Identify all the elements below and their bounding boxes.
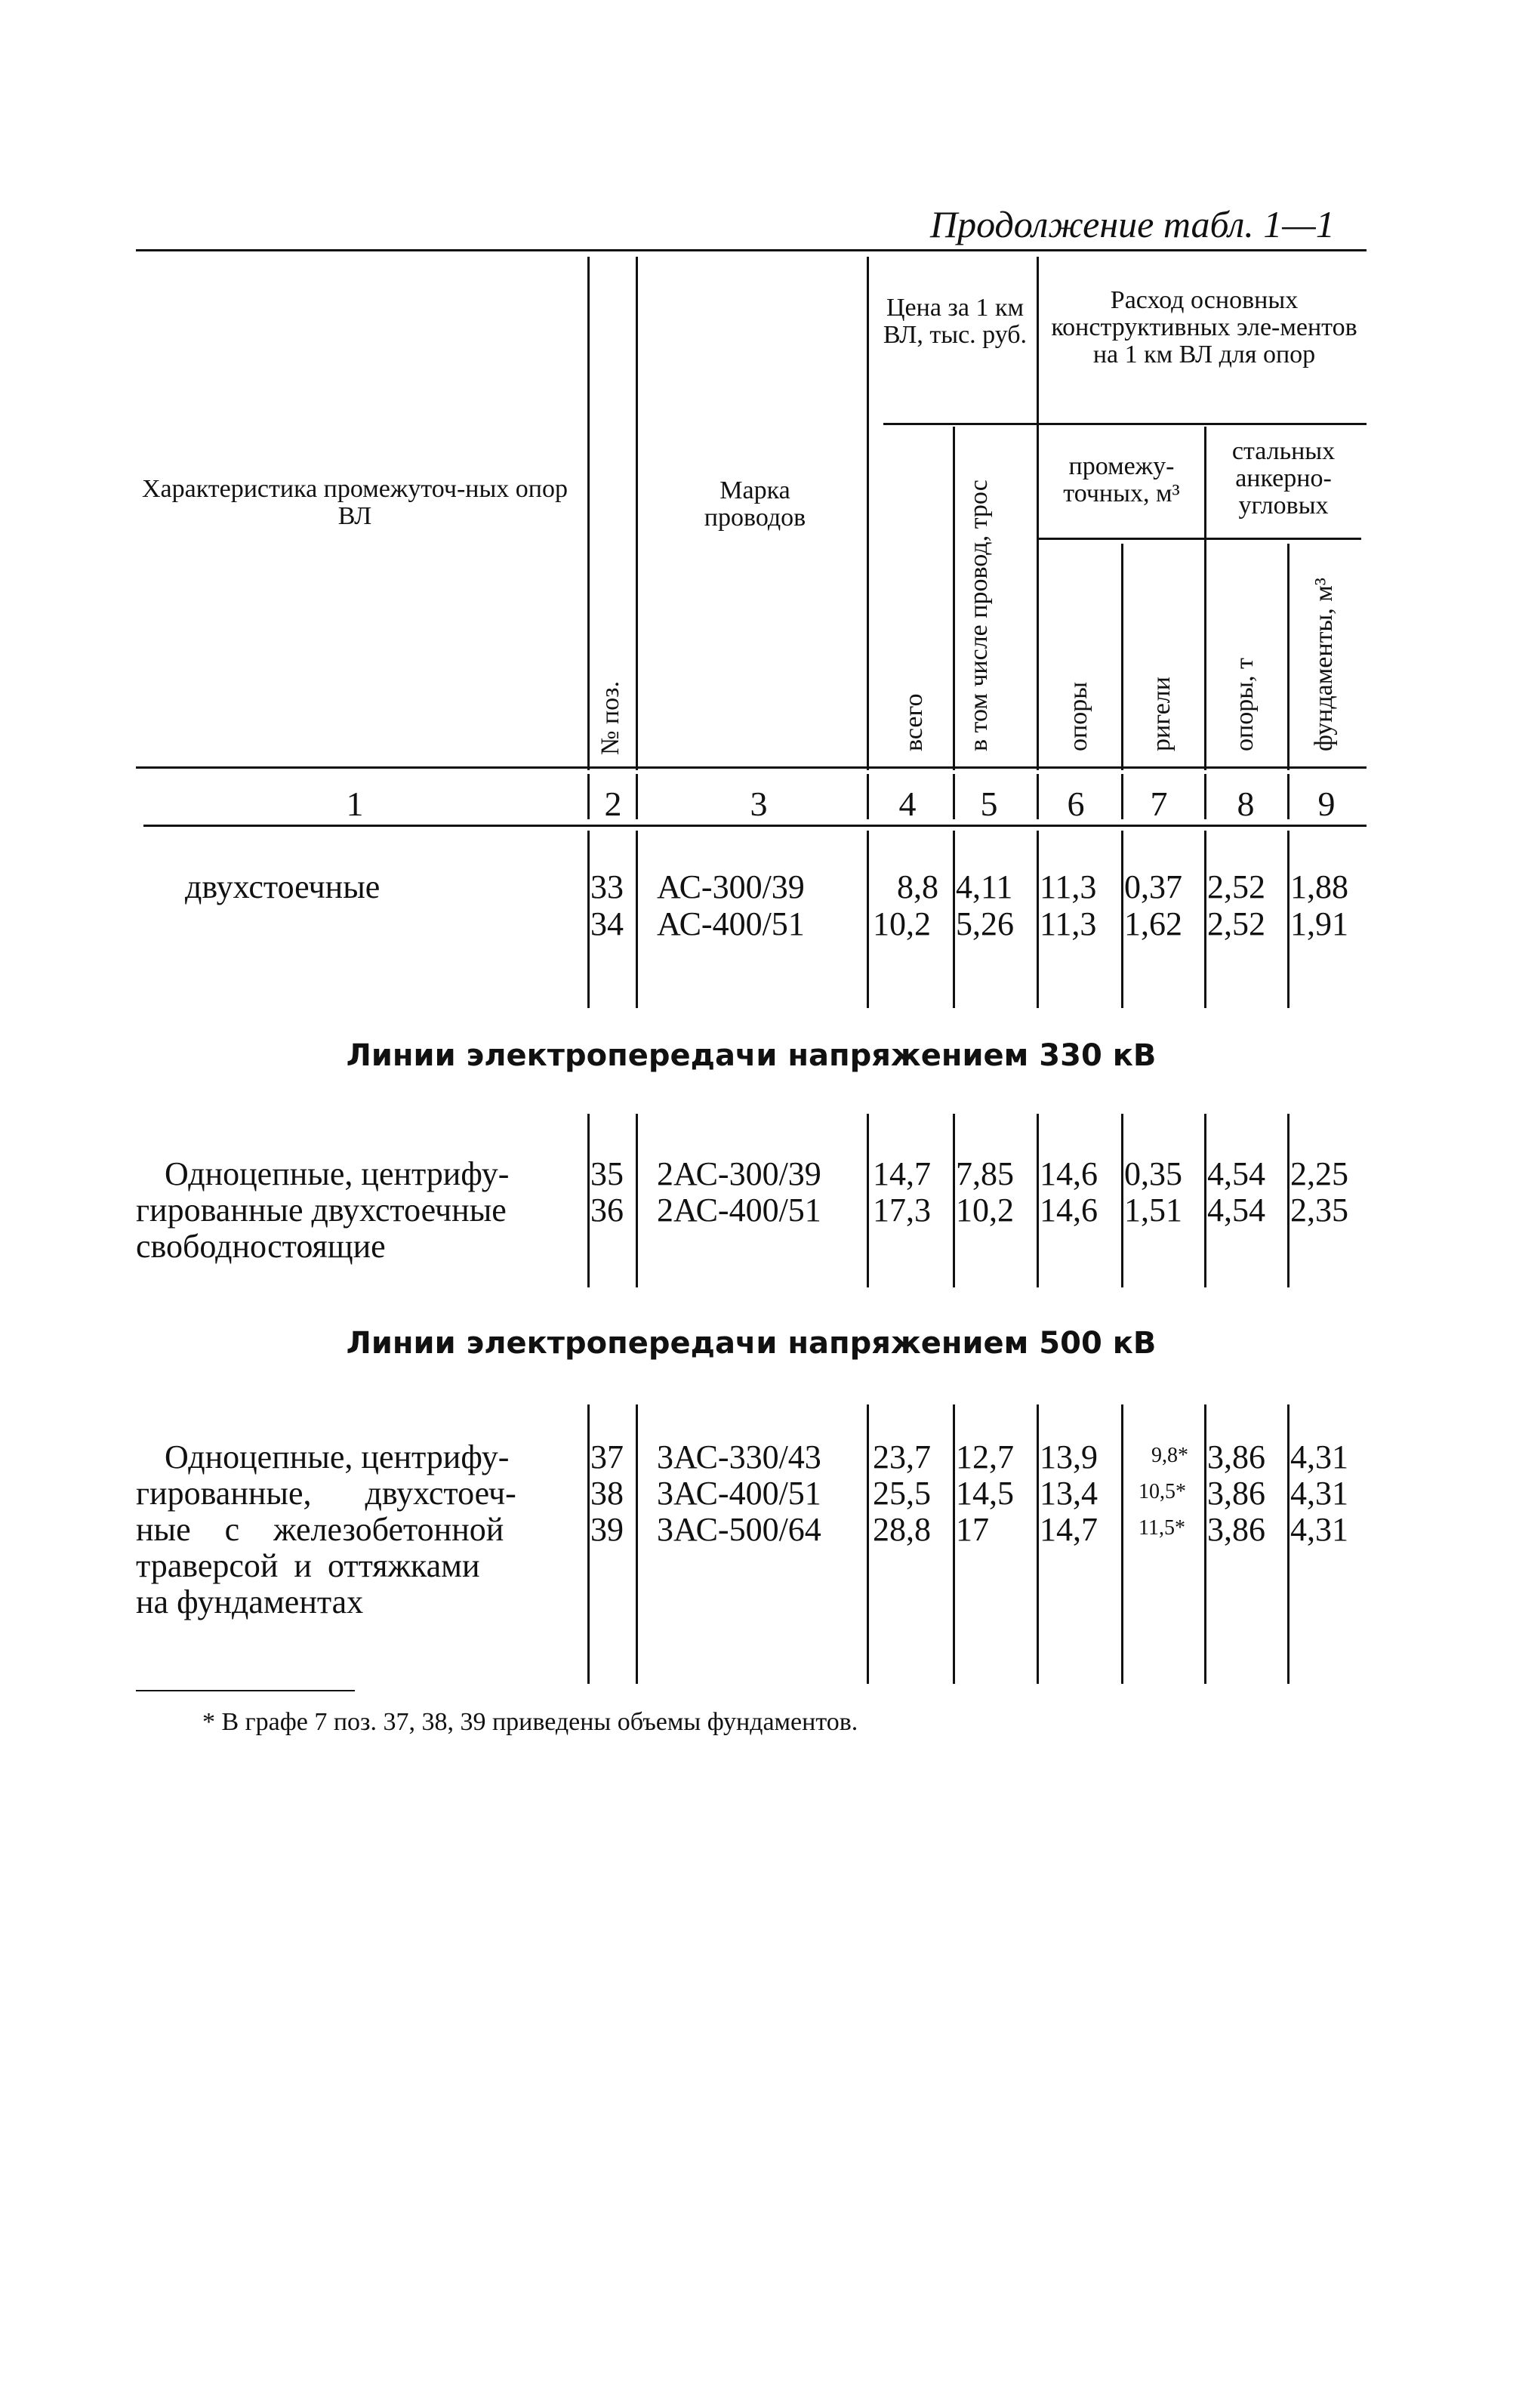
col-line: [953, 1114, 955, 1287]
col-line: [1121, 774, 1123, 819]
cell-total: 28,8: [873, 1511, 931, 1548]
cell-wire-mark: 3АС-500/64: [657, 1511, 821, 1548]
col-line: [953, 831, 955, 1008]
cell-incl-wire: 12,7: [956, 1438, 1014, 1475]
header-wire-mark: Марка проводов: [704, 476, 806, 532]
cell-foundations: 1,91: [1290, 905, 1348, 942]
col-line: [1287, 544, 1290, 770]
cell-incl-wire: 17: [956, 1511, 989, 1548]
cell-wire-mark: АС-300/39: [657, 868, 805, 905]
col-line: [1037, 257, 1039, 770]
col-line: [1037, 774, 1039, 819]
col-line: [953, 1404, 955, 1684]
cell-supports-m3: 14,6: [1040, 1192, 1098, 1229]
cell-foundations: 2,25: [1290, 1155, 1348, 1192]
col-number: 5: [980, 785, 998, 823]
cell-position: 36: [590, 1192, 624, 1229]
table-caption: Продолжение табл. 1—1: [930, 203, 1335, 245]
cell-position: 33: [590, 868, 624, 905]
col-line: [1121, 1404, 1123, 1684]
cell-supports-t: 2,52: [1207, 868, 1265, 905]
cell-foundations: 4,31: [1290, 1438, 1348, 1475]
header-position-number: № поз.: [596, 680, 624, 755]
header-price-group: Цена за 1 км ВЛ, тыс. руб.: [883, 294, 1028, 349]
cell-foundations: 2,35: [1290, 1192, 1348, 1229]
header-crossbars: ригели: [1148, 677, 1176, 751]
header-characteristic: Характеристика промежуточ-ных опор ВЛ: [141, 475, 568, 530]
row-description: на фундаментах: [136, 1583, 364, 1620]
row-description: Одноцепные, центрифу-: [165, 1155, 510, 1192]
top-rule: [136, 249, 1367, 251]
header-rule: [143, 825, 1367, 827]
section-heading-500kv: Линии электропередачи напряжением 500 кВ: [346, 1326, 1157, 1361]
cell-supports-m3: 14,7: [1040, 1511, 1098, 1548]
cell-total: 23,7: [873, 1438, 931, 1475]
col-line: [867, 1404, 869, 1684]
col-number: 2: [604, 785, 622, 823]
cell-incl-wire: 7,85: [956, 1155, 1014, 1192]
col-line: [636, 774, 638, 819]
col-line: [1121, 544, 1123, 770]
cell-position: 38: [590, 1475, 624, 1512]
cell-incl-wire: 14,5: [956, 1475, 1014, 1512]
cell-foundations: 4,31: [1290, 1511, 1348, 1548]
row-description: гированные двухстоечные: [136, 1192, 507, 1229]
cell-total: 10,2: [873, 905, 931, 942]
cell-position: 35: [590, 1155, 624, 1192]
cell-wire-mark: 3АС-330/43: [657, 1438, 821, 1475]
col-line: [867, 1114, 869, 1287]
cell-incl-wire: 10,2: [956, 1192, 1014, 1229]
header-total: всего: [900, 693, 928, 751]
cell-total: 25,5: [873, 1475, 931, 1512]
cell-supports-t: 3,86: [1207, 1511, 1265, 1548]
col-number: 7: [1150, 785, 1168, 823]
header-intermediate: промежу-точных, м³: [1063, 452, 1180, 507]
row-description: траверсой и оттяжками: [136, 1547, 480, 1584]
col-line: [1121, 831, 1123, 1008]
col-line: [1287, 831, 1290, 1008]
col-line: [1204, 427, 1206, 770]
cell-wire-mark: АС-400/51: [657, 905, 805, 942]
col-number: 3: [750, 785, 768, 823]
cell-crossbars: 0,37: [1124, 868, 1182, 905]
col-line: [867, 774, 869, 819]
cell-position: 34: [590, 905, 624, 942]
col-number: 1: [346, 785, 364, 823]
row-description: Одноцепные, центрифу-: [165, 1438, 510, 1475]
col-line: [636, 831, 638, 1008]
cell-wire-mark: 3АС-400/51: [657, 1475, 821, 1512]
cell-wire-mark: 2АС-300/39: [657, 1155, 821, 1192]
col-line: [1037, 831, 1039, 1008]
header-rule: [883, 423, 1367, 425]
col-line: [587, 1114, 590, 1287]
cell-supports-m3: 13,4: [1040, 1475, 1098, 1512]
header-incl-wire: в том числе провод, трос: [965, 479, 993, 751]
cell-crossbars: 10,5*: [1139, 1480, 1186, 1503]
col-line: [636, 1404, 638, 1684]
header-steel: стальных анкерно-угловых: [1231, 437, 1336, 520]
cell-foundations: 4,31: [1290, 1475, 1348, 1512]
cell-supports-m3: 11,3: [1040, 868, 1097, 905]
row-description: двухстоечные: [185, 868, 381, 905]
cell-supports-m3: 13,9: [1040, 1438, 1098, 1475]
col-line: [1121, 1114, 1123, 1287]
col-line: [953, 427, 955, 770]
col-line: [953, 774, 955, 819]
cell-wire-mark: 2АС-400/51: [657, 1192, 821, 1229]
header-rule: [1037, 538, 1361, 540]
col-line: [587, 1404, 590, 1684]
col-line: [867, 831, 869, 1008]
cell-crossbars: 1,62: [1124, 905, 1182, 942]
section-heading-330kv: Линии электропередачи напряжением 330 кВ: [346, 1038, 1157, 1073]
header-rule: [136, 766, 1367, 769]
col-line: [1204, 1114, 1206, 1287]
col-line: [636, 257, 638, 770]
cell-supports-t: 4,54: [1207, 1192, 1265, 1229]
col-line: [1037, 1114, 1039, 1287]
row-description: ные с железобетонной: [136, 1511, 504, 1548]
col-line: [867, 257, 869, 770]
cell-foundations: 1,88: [1290, 868, 1348, 905]
cell-supports-m3: 14,6: [1040, 1155, 1098, 1192]
col-line: [1204, 1404, 1206, 1684]
cell-total: 14,7: [873, 1155, 931, 1192]
cell-total: 8,8: [897, 868, 938, 905]
col-line: [587, 831, 590, 1008]
col-number: 6: [1067, 785, 1085, 823]
cell-total: 17,3: [873, 1192, 931, 1229]
col-line: [1287, 1404, 1290, 1684]
cell-position: 37: [590, 1438, 624, 1475]
header-foundations: фундаменты, м³: [1310, 578, 1338, 751]
cell-crossbars: 9,8*: [1151, 1444, 1188, 1467]
cell-crossbars: 11,5*: [1139, 1516, 1185, 1540]
col-line: [1287, 1114, 1290, 1287]
header-supports-m3: опоры: [1065, 681, 1092, 751]
col-line: [1287, 774, 1290, 819]
col-line: [636, 1114, 638, 1287]
cell-incl-wire: 5,26: [956, 905, 1014, 942]
cell-supports-t: 4,54: [1207, 1155, 1265, 1192]
col-number: 4: [898, 785, 917, 823]
col-line: [587, 257, 590, 770]
cell-crossbars: 0,35: [1124, 1155, 1182, 1192]
col-line: [1204, 831, 1206, 1008]
cell-incl-wire: 4,11: [956, 868, 1013, 905]
cell-supports-t: 3,86: [1207, 1438, 1265, 1475]
col-number: 8: [1237, 785, 1255, 823]
row-description: свободностоящие: [136, 1228, 386, 1265]
cell-supports-t: 2,52: [1207, 905, 1265, 942]
header-supports-t: опоры, т: [1231, 658, 1259, 751]
cell-supports-t: 3,86: [1207, 1475, 1265, 1512]
cell-supports-m3: 11,3: [1040, 905, 1097, 942]
cell-crossbars: 1,51: [1124, 1192, 1182, 1229]
header-consumption-group: Расход основных конструктивных эле-ментов на 1 км ВЛ для опор: [1051, 286, 1357, 368]
col-line: [1037, 1404, 1039, 1684]
footnote: * В графе 7 поз. 37, 38, 39 приведены объемы фундаментов.: [202, 1708, 858, 1736]
col-number: 9: [1317, 785, 1336, 823]
col-line: [1204, 774, 1206, 819]
cell-position: 39: [590, 1511, 624, 1548]
col-line: [587, 774, 590, 819]
row-description: гированные, двухстоеч-: [136, 1475, 516, 1512]
footnote-rule: [136, 1690, 355, 1691]
